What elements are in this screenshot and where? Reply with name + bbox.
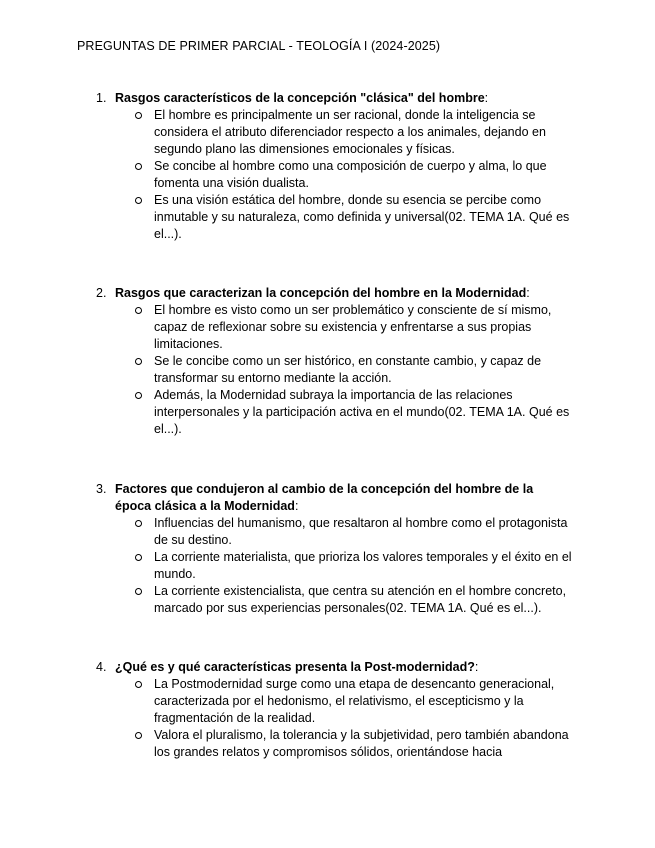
question-heading	[96, 285, 566, 302]
question-colon: :	[526, 286, 530, 300]
bullet-list	[133, 302, 573, 438]
hollow-circle-bullet-icon	[135, 112, 142, 119]
list-item: El hombre es visto como un ser problemático y consciente de sí mismo, capaz de reflexionar sobre su existencia y enfrentarse a sus propias limitaciones.	[133, 302, 573, 353]
question-heading	[96, 90, 566, 107]
question-colon: :	[294, 499, 299, 513]
list-item: Valora el pluralismo, la tolerancia y la subjetividad, pero también abandona los grandes relatos y compromisos sólidos, orientándose hacia	[133, 727, 573, 761]
list-item: Influencias del humanismo, que resaltaron al hombre como el protagonista de su destino.	[133, 515, 573, 549]
question-heading	[96, 481, 566, 515]
bullet-list	[133, 515, 573, 617]
question-number: 1.	[96, 91, 107, 105]
list-item: Se le concibe como un ser histórico, en constante cambio, y capaz de transformar su entorno mediante la acción.	[133, 353, 573, 387]
question-title: Rasgos característicos de la concepción "clásica" del hombre	[115, 91, 485, 105]
hollow-circle-bullet-icon	[135, 554, 142, 561]
hollow-circle-bullet-icon	[135, 307, 142, 314]
hollow-circle-bullet-icon	[135, 197, 142, 204]
question-number: 4.	[96, 660, 107, 674]
list-item: Se concibe al hombre como una composición de cuerpo y alma, lo que fomenta una visión dualista.	[133, 158, 573, 192]
question-colon: :	[484, 91, 489, 105]
question-number: 3.	[96, 482, 107, 496]
hollow-circle-bullet-icon	[135, 520, 142, 527]
question-heading	[96, 659, 566, 676]
question-number: 2.	[96, 286, 107, 300]
page-title: PREGUNTAS DE PRIMER PARCIAL - TEOLOGÍA I (2024-2025)	[77, 39, 441, 53]
question-title: ¿Qué es y qué características presenta la Post-modernidad?	[115, 660, 475, 674]
hollow-circle-bullet-icon	[135, 163, 142, 170]
question-colon: :	[474, 660, 479, 674]
list-item: La Postmodernidad surge como una etapa de desencanto generacional, caracterizada por el hedonismo, el relativismo, el escepticismo y la fragmentación de la realidad.	[133, 676, 573, 727]
list-item: La corriente materialista, que prioriza los valores temporales y el éxito en el mundo.	[133, 549, 573, 583]
bullet-list	[133, 676, 573, 761]
list-item: Es una visión estática del hombre, donde su esencia se percibe como inmutable y su naturaleza, como definida y universal(02. TEMA 1A. Qué es el...).	[133, 192, 573, 243]
question-title: Factores que condujeron al cambio de la concepción del hombre de la época clásica a la Modernidad	[115, 482, 534, 513]
list-item: La corriente existencialista, que centra su atención en el hombre concreto, marcado por sus experiencias personales(02. TEMA 1A. Qué es el...).	[133, 583, 573, 617]
question-title: Rasgos que caracterizan la concepción del hombre en la Modernidad	[115, 286, 527, 300]
bullet-list	[133, 107, 573, 243]
list-item: Además, la Modernidad subraya la importancia de las relaciones interpersonales y la participación activa en el mundo(02. TEMA 1A. Qué es el...).	[133, 387, 573, 438]
hollow-circle-bullet-icon	[135, 588, 142, 595]
hollow-circle-bullet-icon	[135, 358, 142, 365]
hollow-circle-bullet-icon	[135, 392, 142, 399]
hollow-circle-bullet-icon	[135, 732, 142, 739]
hollow-circle-bullet-icon	[135, 681, 142, 688]
list-item: El hombre es principalmente un ser racional, donde la inteligencia se considera el atributo diferenciador respecto a los animales, dejando en segundo plano las dimensiones emocionales y físicas.	[133, 107, 573, 158]
